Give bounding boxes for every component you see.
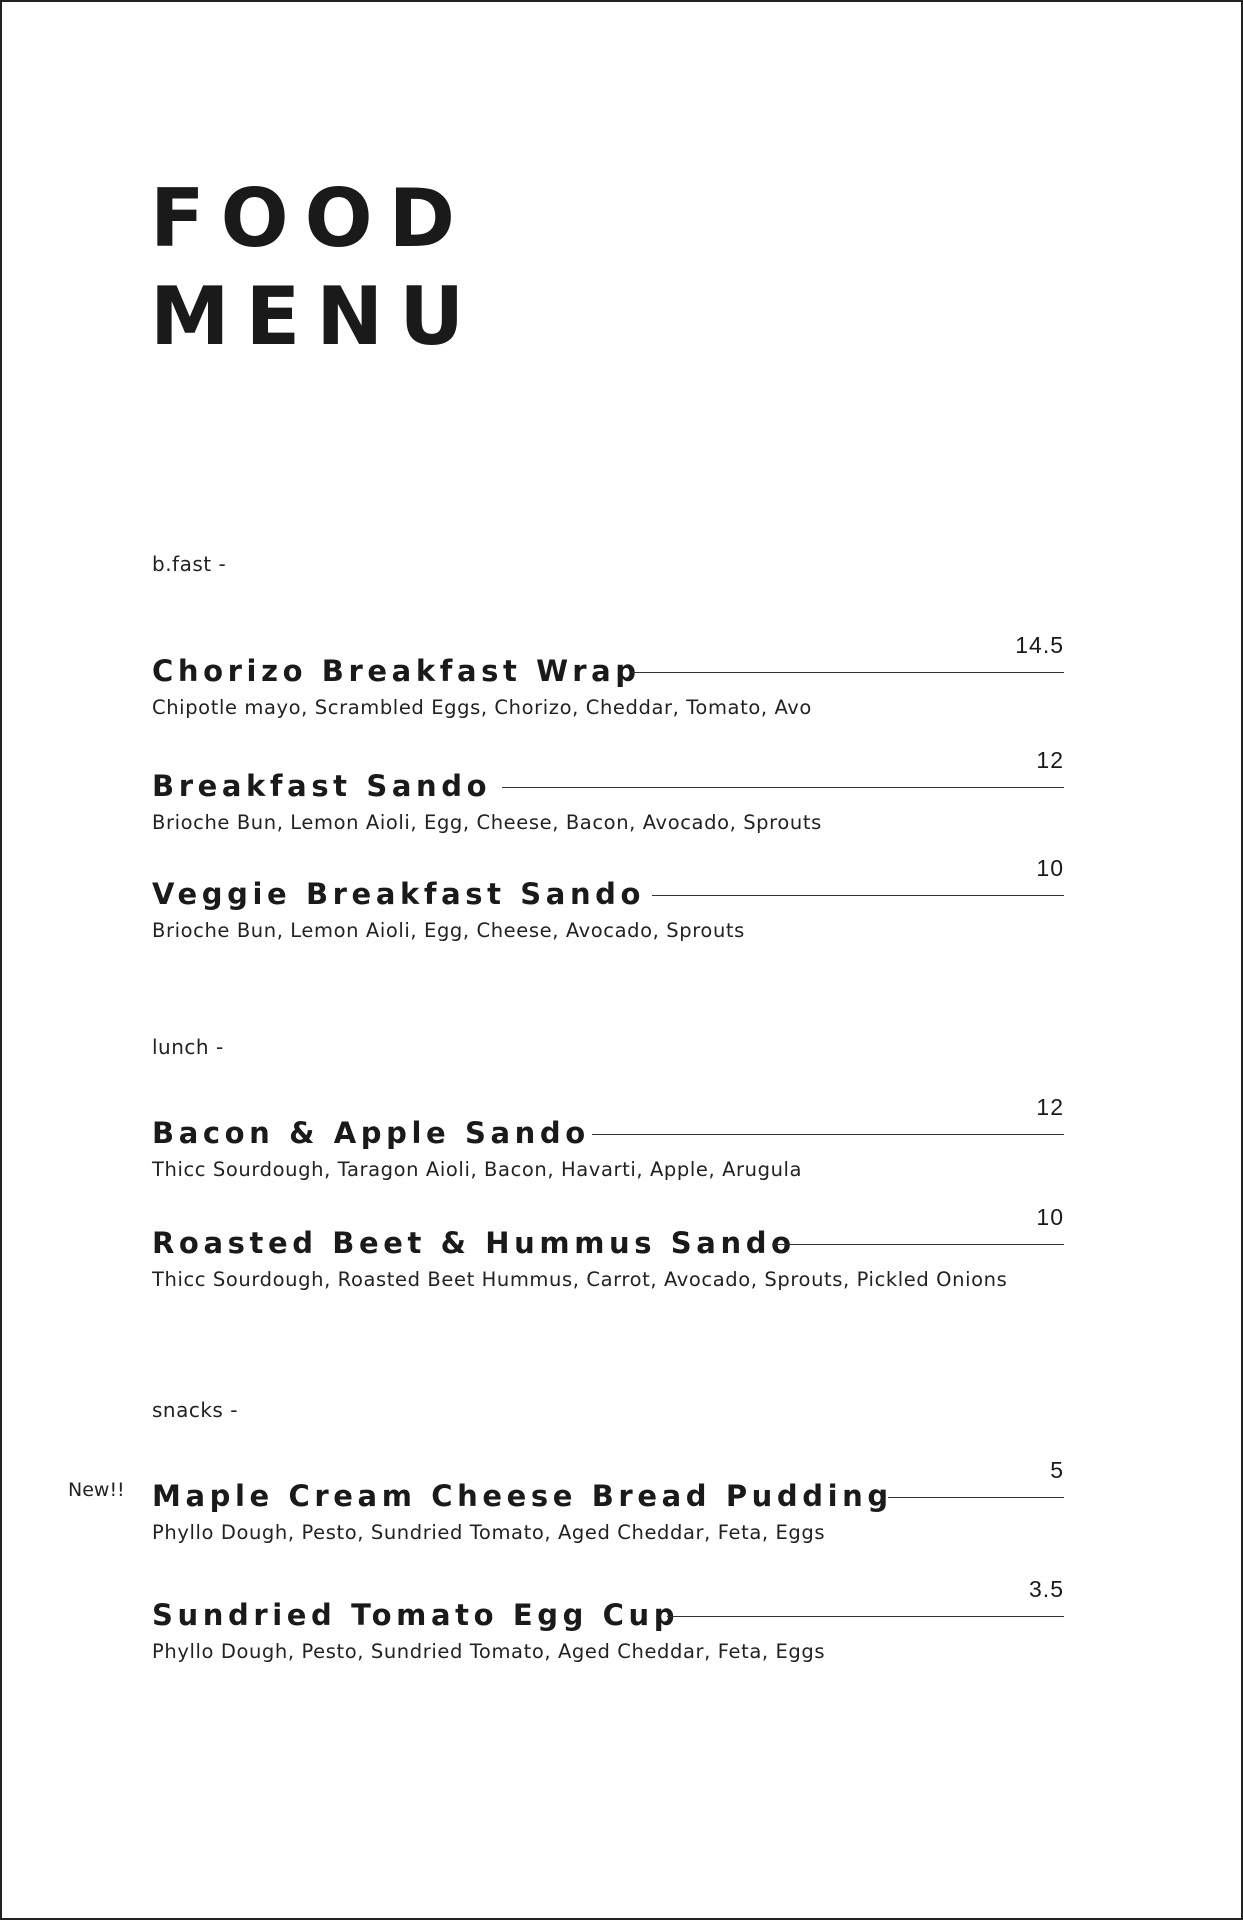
- item-price: 12: [1036, 747, 1064, 773]
- item-description: Chipotle mayo, Scrambled Eggs, Chorizo, Cheddar, Tomato, Avo: [152, 696, 812, 719]
- new-badge: New!!: [68, 1479, 125, 1501]
- item-price: 5: [1050, 1457, 1064, 1483]
- menu-item-chorizo-breakfast-wrap: [152, 632, 1064, 722]
- item-price: 14.5: [1015, 632, 1064, 658]
- item-price: 10: [1036, 855, 1064, 881]
- item-name: Roasted Beet & Hummus Sando: [152, 1226, 796, 1260]
- section-label-snacks: snacks -: [152, 1398, 238, 1422]
- item-name: Chorizo Breakfast Wrap: [152, 654, 641, 688]
- item-price: 10: [1036, 1204, 1064, 1230]
- leader-line: [652, 895, 1064, 896]
- item-description: Phyllo Dough, Pesto, Sundried Tomato, Aged Cheddar, Feta, Eggs: [152, 1521, 826, 1544]
- menu-item-maple-cream-cheese-bread-pudding: [152, 1457, 1064, 1547]
- item-description: Phyllo Dough, Pesto, Sundried Tomato, Aged Cheddar, Feta, Eggs: [152, 1640, 826, 1663]
- title-line-food: FOOD: [150, 172, 472, 265]
- item-name: Veggie Breakfast Sando: [152, 877, 646, 911]
- item-description: Thicc Sourdough, Taragon Aioli, Bacon, Havarti, Apple, Arugula: [152, 1158, 803, 1181]
- section-label-breakfast: b.fast -: [152, 552, 227, 576]
- item-name: Bacon & Apple Sando: [152, 1116, 590, 1150]
- menu-item-sundried-tomato-egg-cup: [152, 1576, 1064, 1666]
- menu-title: [150, 170, 480, 366]
- leader-line: [502, 787, 1064, 788]
- item-description: Brioche Bun, Lemon Aioli, Egg, Cheese, Bacon, Avocado, Sprouts: [152, 811, 822, 834]
- leader-line: [772, 1244, 1064, 1245]
- menu-item-breakfast-sando: [152, 747, 1064, 837]
- menu-item-bacon-apple-sando: [152, 1094, 1064, 1184]
- leader-line: [888, 1497, 1064, 1498]
- item-name: Sundried Tomato Egg Cup: [152, 1598, 680, 1632]
- item-name: Breakfast Sando: [152, 769, 492, 803]
- item-price: 12: [1036, 1094, 1064, 1120]
- item-description: Thicc Sourdough, Roasted Beet Hummus, Carrot, Avocado, Sprouts, Pickled Onions: [152, 1268, 1008, 1291]
- section-label-lunch: lunch -: [152, 1035, 224, 1059]
- menu-item-veggie-breakfast-sando: [152, 855, 1064, 945]
- item-price: 3.5: [1029, 1576, 1064, 1602]
- leader-line: [632, 672, 1064, 673]
- title-line-menu: MENU: [150, 270, 481, 363]
- menu-item-roasted-beet-hummus-sando: [152, 1204, 1064, 1294]
- leader-line: [592, 1134, 1064, 1135]
- item-name: Maple Cream Cheese Bread Pudding: [152, 1479, 893, 1513]
- leader-line: [667, 1616, 1064, 1617]
- item-description: Brioche Bun, Lemon Aioli, Egg, Cheese, Avocado, Sprouts: [152, 919, 745, 942]
